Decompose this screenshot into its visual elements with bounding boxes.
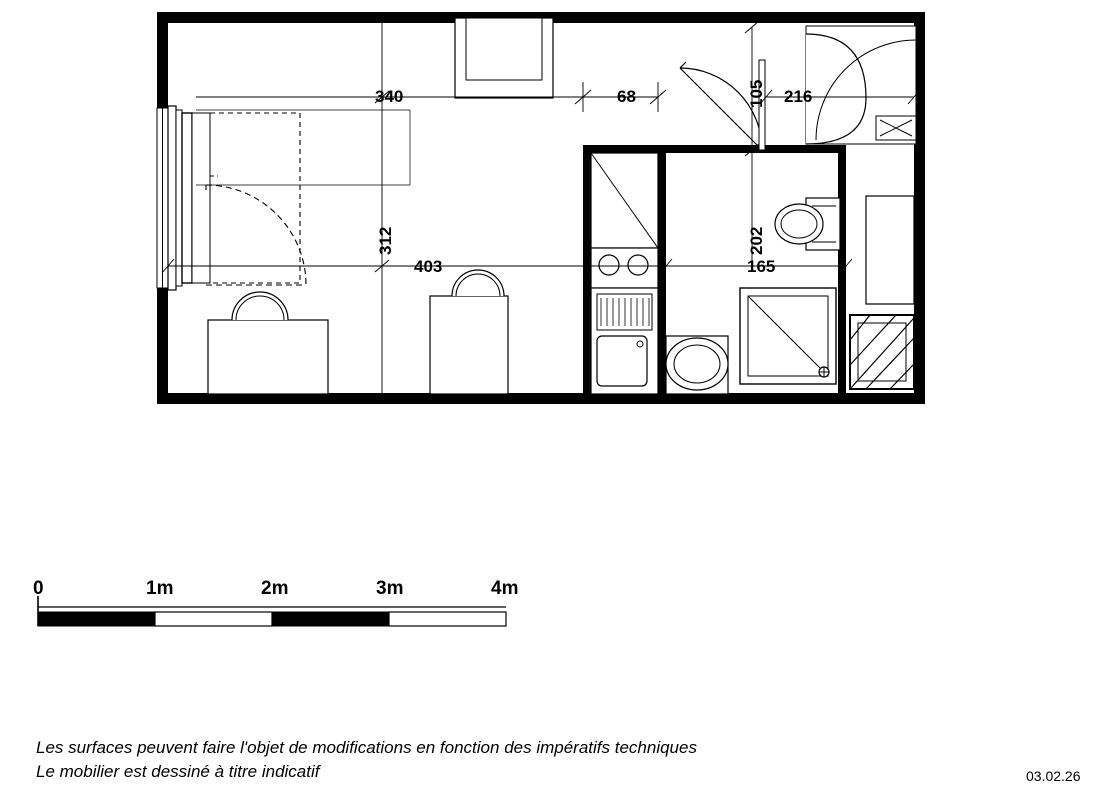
door-swing-bed — [206, 185, 306, 285]
dimension-label-68: 68 — [617, 87, 636, 106]
dimension-label-165: 165 — [747, 257, 776, 276]
technical-duct — [850, 315, 914, 389]
furniture-wardrobe — [430, 270, 508, 394]
furniture-desk — [208, 292, 328, 394]
note-line-1: Les surfaces peuvent faire l'objet de modifications en fonction des impératifs techniques — [36, 738, 697, 757]
dimension-label-202: 202 — [747, 226, 766, 255]
kitchen-fittings — [591, 153, 658, 394]
dimension-label-340: 340 — [375, 87, 404, 106]
furniture-sofa — [455, 18, 553, 98]
window-left — [157, 106, 192, 290]
scale-tick-4m: 4m — [491, 578, 519, 599]
dimension-label-403: 403 — [414, 257, 443, 276]
dimension-label-216: 216 — [784, 87, 813, 106]
dimension-label-312: 312 — [376, 226, 395, 255]
scale-tick-1m: 1m — [146, 578, 174, 599]
note-line-2: Le mobilier est dessiné à titre indicatif — [36, 762, 320, 781]
furniture-bed — [192, 113, 300, 283]
fixture-cupboard-right — [866, 196, 914, 304]
dimension-label-105: 105 — [747, 79, 766, 108]
scale-tick-3m: 3m — [376, 578, 404, 599]
drawing-date: 03.02.26 — [1026, 768, 1081, 784]
fixture-bathtub-top-right — [806, 26, 916, 144]
scale-tick-2m: 2m — [261, 578, 289, 599]
scale-bar-graphic — [38, 596, 506, 626]
scale-tick-0: 0 — [33, 578, 44, 599]
